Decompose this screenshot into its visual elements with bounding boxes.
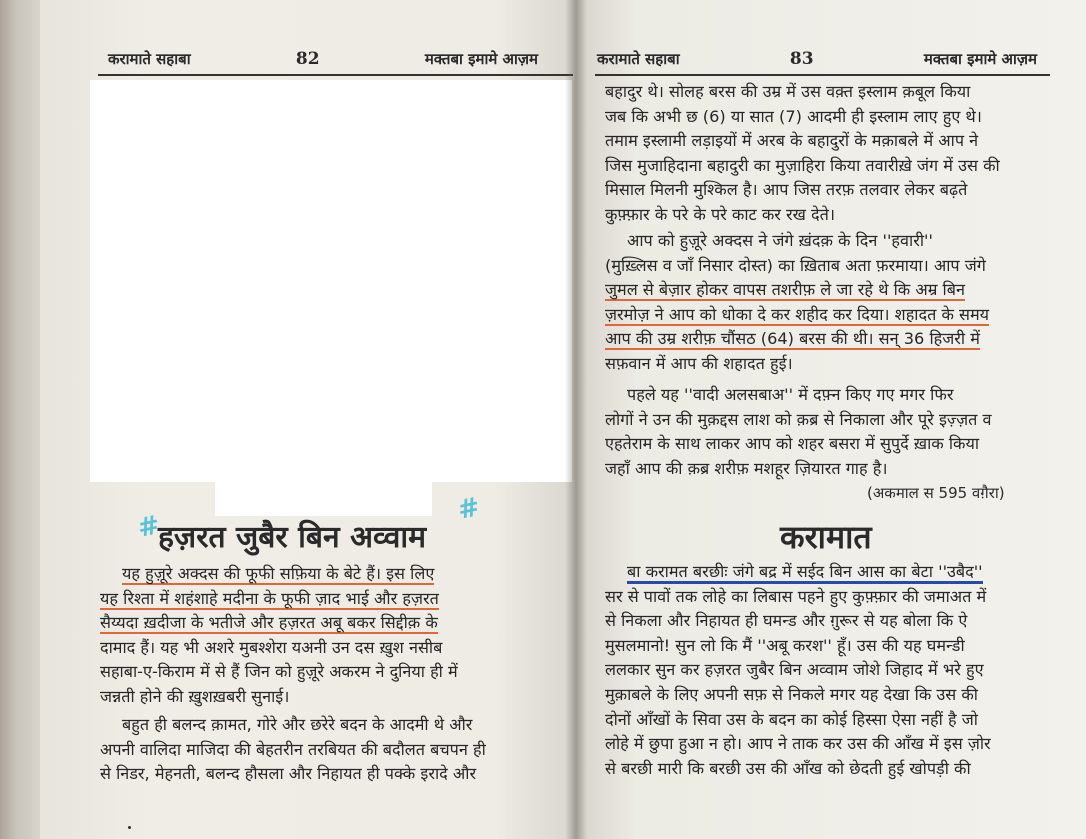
left-paragraph-1 <box>100 562 570 710</box>
left-page-header <box>108 45 538 73</box>
left-paragraph-2 <box>100 713 570 787</box>
text-line: दामाद हैं। यह भी अशरे मुबश्शेरा यअनी उन दस ख़ुश नसीब <box>100 637 443 657</box>
text-line: बहादुर थे। सोलह बरस की उम्र में उस वक़्त इस्लाम क़बूल किया <box>605 82 971 101</box>
left-page <box>40 0 575 839</box>
right-header-rule <box>595 74 1050 76</box>
text-line: जुमल से बेज़ार होकर वापस तशरीफ़ ले जा रहे थे कि अम्र बिन <box>605 280 965 300</box>
highlight-hash-mark-left: # <box>135 510 163 544</box>
text-line: कुफ़्फ़ार के परे के परे काट कर रख देते। <box>605 204 835 224</box>
text-line: एहतेराम के साथ लाकर आप को शहर बसरा में सुपुर्दे ख़ाक किया <box>605 434 980 454</box>
karamat-paragraph <box>605 560 1065 781</box>
right-paragraph-2 <box>605 229 1065 377</box>
text-line: मिसाल मिलनी मुश्किल है। आप जिस तरफ़ तलवार लेकर बढ़ते <box>605 180 968 200</box>
left-header-rule <box>98 74 573 76</box>
text-line: से निकला और निहायत ही घमन्ड और ग़ुरूर से यह बोला कि ऐ <box>605 611 968 631</box>
text-line: अपनी वालिदा माजिदा की बेहतरीन तरबियत की बदौलत बचपन ही <box>100 739 486 759</box>
text-line: आप को हुज़ूरे अक्दस ने जंगे ख़ंदक़ के दिन ''हवारी'' <box>627 231 933 250</box>
right-page-header <box>597 45 1037 73</box>
redacted-image-strip <box>215 482 432 516</box>
text-line: यह हुज़ूरे अक्दस की फूफी सफ़िया के बेटे हैं। इस लिए <box>122 564 435 583</box>
right-header-publisher: मक्तबा इमामे आज़म <box>923 50 1037 68</box>
text-line: जन्नती होने की ख़ुशख़बरी सुनाई। <box>100 686 290 706</box>
text-line: दोनों आँखों के सिवा उस के बदन का कोई हिस्सा ऐसा नहीं है जो <box>605 709 978 729</box>
text-line: सर से पावों तक लोहे का लिबास पहने हुए कुफ़्फ़ार की जमाअत में <box>605 586 987 606</box>
left-header-publisher: मक्तबा इमामे आज़म <box>424 50 538 68</box>
reference-citation: (अकमाल स 595 वग़ैरा) <box>867 484 1005 502</box>
text-line: बा करामत बरछीः जंगे बद्र में सईद बिन आस का बेटा ''उबैद'' <box>627 562 983 584</box>
text-line: से बरछी मारी कि बरछी उस की आँख को छेदती हुई खोपड़ी की <box>605 758 971 778</box>
text-line: पहले यह ''वादी अलसबाअ'' में दफ़्न किए गए मगर फिर <box>627 385 954 404</box>
highlight-hash-mark-right: # <box>455 492 483 526</box>
book-gutter-shadow <box>565 0 587 839</box>
text-line: जब कि अभी छ (6) या सात (7) आदमी ही इस्लाम लाए हुए थे। <box>605 106 982 126</box>
paper-speck <box>128 826 131 829</box>
text-line: सैय्यदा ख़दीजा के भतीजे और हज़रत अबू बकर सिद्दीक़ के <box>100 613 438 633</box>
text-line: सहाबा-ए-किराम में से हैं जिन को हुज़ूरे अकरम ने दुनिया ही में <box>100 662 458 682</box>
section-heading-karamat: करामात <box>780 518 872 556</box>
text-line: मुसलमानो! सुन लो कि मैं ''अबू करश'' हूँ। उस की यह घमन्डी <box>605 635 965 655</box>
section-heading-zubair: हज़रत जुबैर बिन अव्वाम <box>158 520 427 555</box>
right-page-number: 83 <box>789 49 814 69</box>
right-page <box>575 0 1086 839</box>
redacted-image-area <box>90 80 572 482</box>
right-paragraph-1 <box>605 80 1065 228</box>
text-line: बहुत ही बलन्द क़ामत, गोरे और छरेरे बदन के आदमी थे और <box>122 715 473 734</box>
text-line: जिस मुजाहिदाना बहादुरी का मुज़ाहिरा किया तवारीख़े जंग में उस की <box>605 155 1000 175</box>
left-page-number: 82 <box>295 49 320 69</box>
text-line: ललकार सुन कर हज़रत जुबैर बिन अव्वाम जोशे जिहाद में भरे हुए <box>605 660 984 680</box>
right-paragraph-3 <box>605 383 1065 481</box>
text-line: (मुख़्लिस व जाँ निसार दोस्त) का ख़िताब अता फ़रमाया। आप जंगे <box>605 255 986 275</box>
text-line: लोहे में छुपा हुआ न हो। आप ने ताक कर उस की आँख में इस ज़ोर <box>605 734 991 754</box>
text-line: आप की उम्र शरीफ़ चौंसठ (64) बरस की थी। सन् 36 हिजरी में <box>605 329 980 349</box>
text-line: से निडर, मेहनती, बलन्द हौसला और निहायत ही पक्के इरादे और <box>100 764 477 784</box>
text-line: यह रिश्ता में शहंशाहे मदीना के फूफी ज़ाद भाई और हज़रत <box>100 588 439 608</box>
text-line: लोगों ने उन की मुक़द्दस लाश को क़ब्र से निकाला और पूरे इज़्ज़त व <box>605 409 992 429</box>
text-line: जहाँ आप की क़ब्र शरीफ़ मशहूर ज़ियारत गाह है। <box>605 458 888 478</box>
text-line: तमाम इस्लामी लड़ाइयों में अरब के बहादुरों के मक़ाबले में आप ने <box>605 131 979 151</box>
text-line: ज़रमोज़ ने आप को धोका दे कर शहीद कर दिया। शहादत के समय <box>605 304 990 324</box>
text-line: सफ़वान में आप की शहादत हुई। <box>605 353 793 373</box>
text-line: मुक़ाबले के लिए अपनी सफ़ से निकले मगर यह देखा कि उस की <box>605 684 978 704</box>
left-header-title: करामाते सहाबा <box>108 50 191 68</box>
book-edge-left <box>0 0 40 839</box>
right-header-title: करामाते सहाबा <box>597 50 680 68</box>
